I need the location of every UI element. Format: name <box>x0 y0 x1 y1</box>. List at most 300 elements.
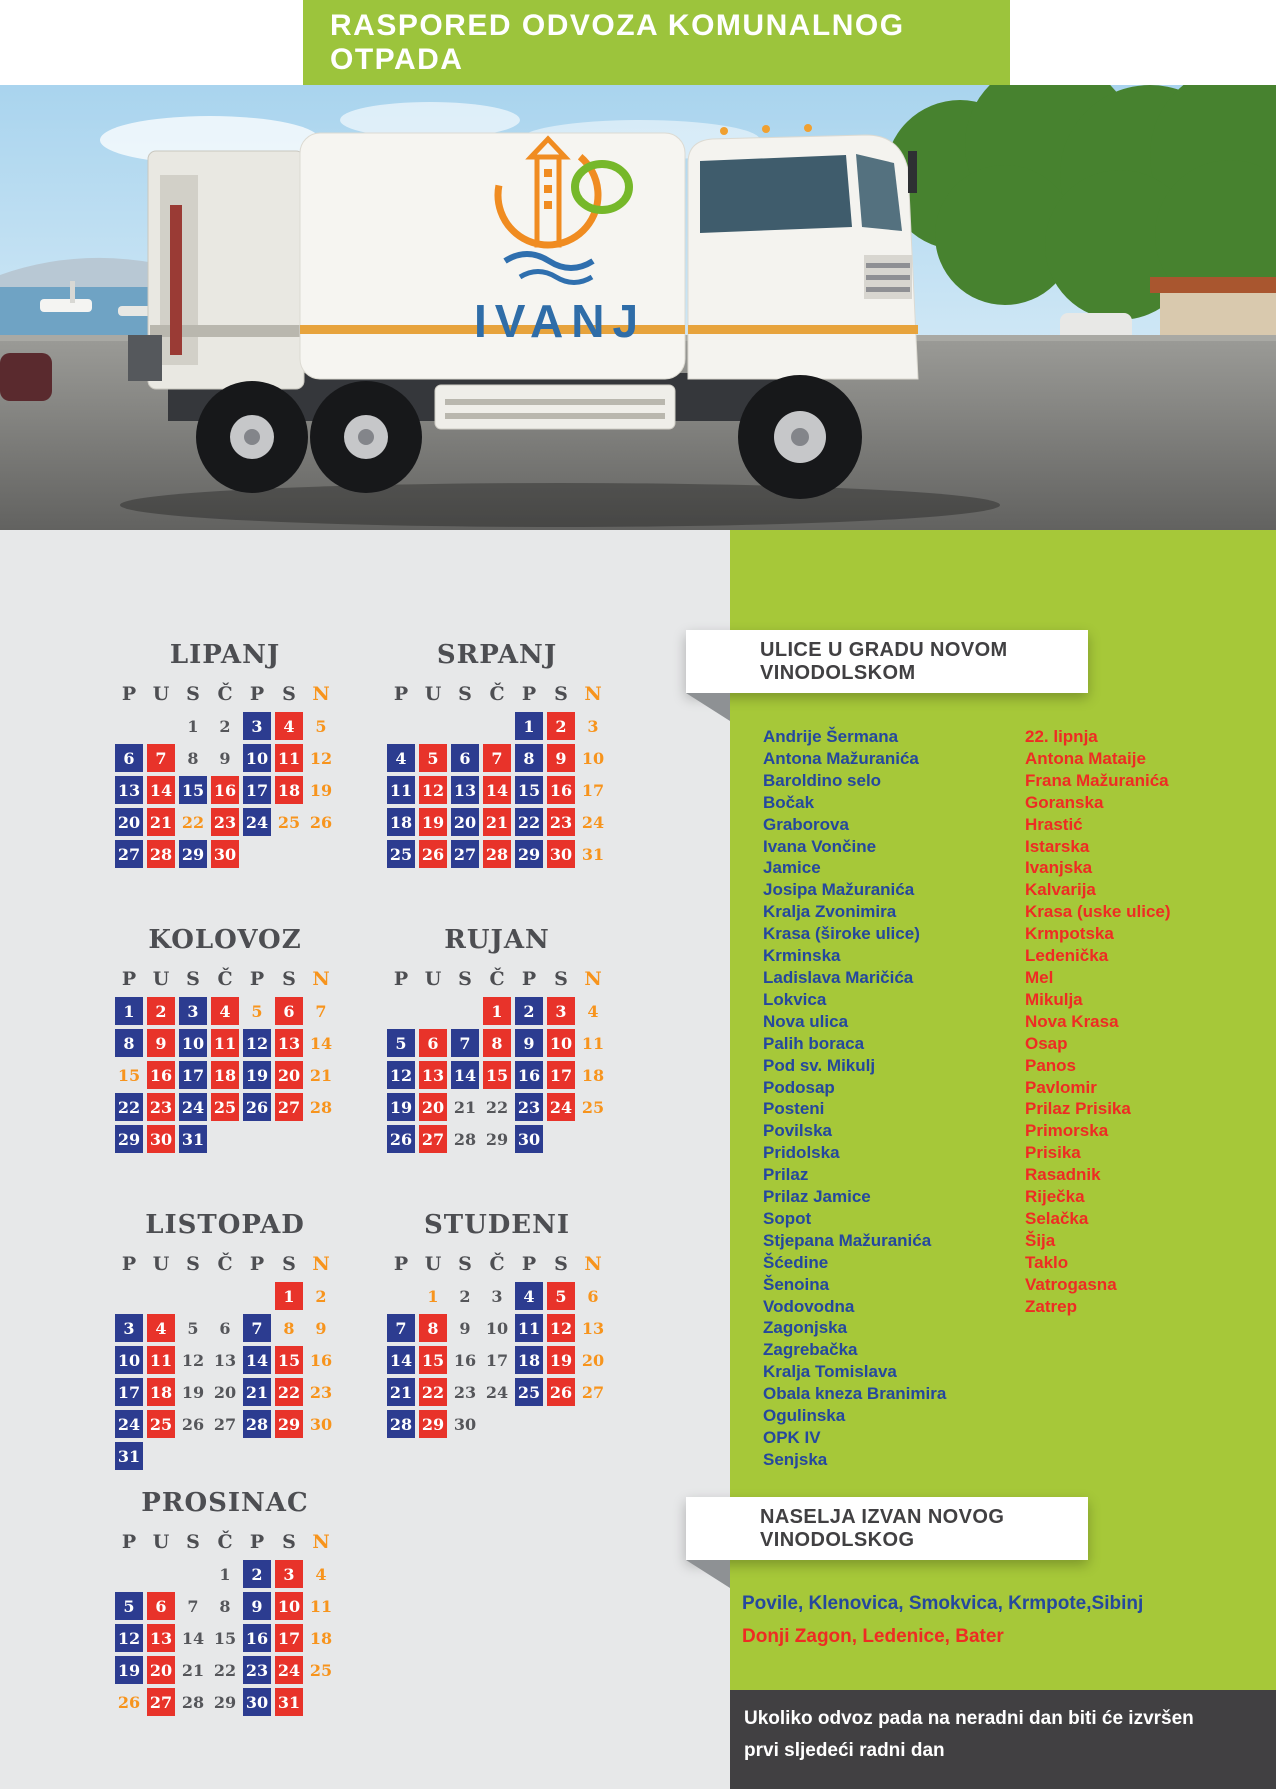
calendar-day: 15 <box>419 1346 447 1374</box>
month-prosinac <box>113 1488 337 1718</box>
calendar-day: 19 <box>387 1093 415 1121</box>
calendar-day: 19 <box>181 1383 205 1402</box>
street-item: Mel <box>1025 967 1054 987</box>
calendar-day: 28 <box>453 1130 477 1149</box>
calendar-day: 30 <box>211 840 239 868</box>
calendar-day: 14 <box>387 1346 415 1374</box>
weekday-header: U <box>152 1253 170 1275</box>
calendar-day: 21 <box>453 1098 477 1117</box>
weekday-header: P <box>393 683 409 705</box>
calendar-day: 14 <box>147 776 175 804</box>
calendar-day: 22 <box>515 808 543 836</box>
calendar-day: 4 <box>147 1314 175 1342</box>
calendar-day: 31 <box>275 1688 303 1716</box>
calendar-day: 25 <box>515 1378 543 1406</box>
calendar-day: 3 <box>547 997 575 1025</box>
street-item: Stjepana Mažuranića <box>763 1230 932 1250</box>
street-item: Krminska <box>763 946 841 966</box>
calendar-day: 31 <box>179 1125 207 1153</box>
calendar-day: 23 <box>515 1093 543 1121</box>
weekday-header: P <box>249 1253 265 1275</box>
calendar-day: 4 <box>275 712 303 740</box>
calendar-day: 30 <box>453 1415 477 1434</box>
calendar-day: 11 <box>309 1597 333 1616</box>
calendar-day: 1 <box>275 1282 303 1310</box>
calendar-day: 22 <box>485 1098 509 1117</box>
calendar-day: 16 <box>243 1624 271 1652</box>
month-title: SRPANJ <box>436 640 558 670</box>
calendar-day: 28 <box>147 840 175 868</box>
street-item: Prilaz <box>763 1165 809 1185</box>
calendar-day: 7 <box>451 1029 479 1057</box>
calendar-day: 14 <box>483 776 511 804</box>
weekday-header: N <box>312 1531 330 1553</box>
calendar-day: 2 <box>243 1560 271 1588</box>
footer-note <box>730 1690 1276 1789</box>
calendar-day: 3 <box>243 712 271 740</box>
weekday-header: S <box>186 1253 200 1275</box>
calendar-day: 18 <box>211 1061 239 1089</box>
calendar-day: 12 <box>547 1314 575 1342</box>
truck-cab <box>688 124 918 379</box>
calendar-day: 8 <box>419 1314 447 1342</box>
street-item: Vodovodna <box>763 1296 855 1316</box>
street-item: Vatrogasna <box>1025 1274 1117 1294</box>
weekday-header: Č <box>217 968 233 990</box>
calendar-day: 20 <box>213 1383 237 1402</box>
street-item: Kalvarija <box>1025 880 1096 900</box>
calendar-day: 12 <box>181 1351 205 1370</box>
street-item: Bočak <box>763 792 815 812</box>
calendar-day: 8 <box>515 744 543 772</box>
calendar-day: 17 <box>275 1624 303 1652</box>
calendar-day: 26 <box>181 1415 205 1434</box>
month-title: LIPANJ <box>169 640 281 670</box>
calendar-day: 19 <box>309 781 333 800</box>
calendar-day: 5 <box>315 717 327 736</box>
calendar-day: 11 <box>387 776 415 804</box>
calendar-day: 23 <box>211 808 239 836</box>
calendar-day: 16 <box>453 1351 477 1370</box>
weekday-header: P <box>121 1531 137 1553</box>
calendar-day: 24 <box>275 1656 303 1684</box>
weekday-header: U <box>152 968 170 990</box>
calendar-day: 9 <box>243 1592 271 1620</box>
calendar-day: 11 <box>147 1346 175 1374</box>
weekday-header: S <box>282 968 296 990</box>
calendar-day: 22 <box>181 813 205 832</box>
calendar-day: 26 <box>309 813 333 832</box>
calendar-day: 11 <box>581 1034 605 1053</box>
calendar-day: 13 <box>213 1351 237 1370</box>
calendar-day: 20 <box>451 808 479 836</box>
calendar-day: 16 <box>211 776 239 804</box>
calendar-day: 4 <box>515 1282 543 1310</box>
calendar-day: 1 <box>115 997 143 1025</box>
weekday-header: P <box>521 968 537 990</box>
street-item: Nova Krasa <box>1025 1011 1119 1031</box>
street-item: Ladislava Maričića <box>763 967 914 987</box>
weekday-header: Č <box>489 683 505 705</box>
calendar-day: 5 <box>115 1592 143 1620</box>
calendar-day: 30 <box>309 1415 333 1434</box>
calendar-day: 5 <box>419 744 447 772</box>
calendar-day: 27 <box>275 1093 303 1121</box>
calendar-day: 13 <box>147 1624 175 1652</box>
street-item: Prisika <box>1025 1143 1081 1163</box>
calendar-day: 4 <box>587 1002 599 1021</box>
calendar-day: 7 <box>187 1597 199 1616</box>
calendar-day: 26 <box>387 1125 415 1153</box>
calendar-day: 20 <box>275 1061 303 1089</box>
calendar-day: 18 <box>147 1378 175 1406</box>
street-item: Andrije Šermana <box>763 727 899 746</box>
weekday-header: P <box>121 1253 137 1275</box>
calendar-day: 19 <box>243 1061 271 1089</box>
weekday-header: P <box>393 1253 409 1275</box>
calendar-day: 28 <box>483 840 511 868</box>
calendar-day: 17 <box>179 1061 207 1089</box>
street-item: Taklo <box>1025 1252 1069 1272</box>
page-title: RASPORED ODVOZA KOMUNALNOG OTPADA <box>330 8 905 76</box>
street-item: Mikulja <box>1025 989 1083 1009</box>
calendar-day: 23 <box>453 1383 477 1402</box>
calendar-day: 12 <box>115 1624 143 1652</box>
calendar-day: 26 <box>117 1693 141 1712</box>
calendar-day: 10 <box>581 749 605 768</box>
weekday-header: Č <box>217 1253 233 1275</box>
street-item: Ogulinska <box>763 1406 846 1426</box>
calendar-day: 18 <box>581 1066 605 1085</box>
calendar-day: 29 <box>213 1693 237 1712</box>
month-rujan <box>385 925 609 1155</box>
calendar-day: 22 <box>115 1093 143 1121</box>
street-item: 22. lipnja <box>1025 727 1098 746</box>
calendar-day: 21 <box>181 1661 205 1680</box>
street-item: Šenoina <box>763 1274 830 1294</box>
weekday-header: N <box>584 1253 602 1275</box>
weekday-header: U <box>424 683 442 705</box>
calendar-day: 25 <box>277 813 301 832</box>
calendar-day: 3 <box>491 1287 503 1306</box>
calendar-day: 29 <box>419 1410 447 1438</box>
truck-rear-loader <box>128 151 304 389</box>
street-item: Prilaz Jamice <box>763 1187 871 1207</box>
month-kolovoz <box>113 925 337 1155</box>
month-title: LISTOPAD <box>145 1210 305 1240</box>
calendar-day: 17 <box>485 1351 509 1370</box>
street-item: Krmpotska <box>1025 924 1114 944</box>
calendar-day: 1 <box>515 712 543 740</box>
weekday-header: S <box>186 1531 200 1553</box>
street-item: Pavlomir <box>1025 1077 1097 1097</box>
streets-header-box <box>686 630 1088 693</box>
calendar-day: 25 <box>147 1410 175 1438</box>
month-listopad <box>113 1210 337 1472</box>
street-item: Antona Mataije <box>1025 748 1146 768</box>
calendar-day: 6 <box>419 1029 447 1057</box>
calendar-day: 27 <box>147 1688 175 1716</box>
weekday-header: N <box>584 968 602 990</box>
calendar-day: 28 <box>387 1410 415 1438</box>
street-item: Posteni <box>763 1099 825 1119</box>
calendar-day: 9 <box>147 1029 175 1057</box>
month-title: RUJAN <box>444 925 550 955</box>
street-item: Baroldino selo <box>763 770 882 790</box>
calendar-day: 25 <box>309 1661 333 1680</box>
footer-note-line1: Ukoliko odvoz pada na neradni dan biti će izvršen <box>744 1708 1194 1729</box>
calendar-day: 22 <box>419 1378 447 1406</box>
calendar-day: 13 <box>581 1319 605 1338</box>
street-item: Ledenička <box>1025 946 1109 966</box>
weekday-header: S <box>186 968 200 990</box>
calendar-day: 26 <box>419 840 447 868</box>
calendar-day: 7 <box>483 744 511 772</box>
calendar-day: 11 <box>515 1314 543 1342</box>
calendar-day: 4 <box>315 1565 327 1584</box>
calendar-day: 24 <box>581 813 605 832</box>
weekday-header: Č <box>217 1531 233 1553</box>
month-lipanj <box>113 640 337 870</box>
calendar-day: 2 <box>147 997 175 1025</box>
calendar-day: 9 <box>547 744 575 772</box>
calendar-day: 18 <box>275 776 303 804</box>
calendar-day: 5 <box>547 1282 575 1310</box>
weekday-header: S <box>282 1253 296 1275</box>
weekday-header: S <box>458 968 472 990</box>
weekday-header: P <box>249 1531 265 1553</box>
calendar-day: 2 <box>459 1287 471 1306</box>
calendar-day: 8 <box>115 1029 143 1057</box>
street-item: Zagrebačka <box>763 1340 858 1360</box>
street-item: Istarska <box>1025 836 1090 856</box>
weekday-header: S <box>554 1253 568 1275</box>
calendar-day: 16 <box>547 776 575 804</box>
calendar-day: 27 <box>581 1383 605 1402</box>
street-item: Pridolska <box>763 1143 840 1163</box>
street-item: Obala kneza Branimira <box>763 1384 947 1404</box>
street-item: Podosap <box>763 1077 835 1097</box>
calendar-day: 5 <box>251 1002 263 1021</box>
streets-list-blue <box>763 726 946 1471</box>
street-item: Goranska <box>1025 792 1104 812</box>
street-item: Lokvica <box>763 989 827 1009</box>
truck-logo-text: IVANJ <box>473 295 647 347</box>
street-item: Ivana Vončine <box>763 836 877 856</box>
street-item: Šćedine <box>763 1252 829 1272</box>
weekday-header: S <box>554 968 568 990</box>
street-item: Kralja Zvonimira <box>763 902 897 922</box>
street-item: Panos <box>1025 1055 1077 1075</box>
calendar-day: 11 <box>275 744 303 772</box>
street-item: Graborova <box>763 814 849 834</box>
weekday-header: N <box>584 683 602 705</box>
calendar-day: 18 <box>515 1346 543 1374</box>
calendar-day: 2 <box>515 997 543 1025</box>
calendar-day: 14 <box>451 1061 479 1089</box>
street-item: Riječka <box>1025 1187 1085 1207</box>
calendar-day: 9 <box>219 749 231 768</box>
calendar-day: 29 <box>115 1125 143 1153</box>
weekday-header: S <box>282 683 296 705</box>
calendar-day: 27 <box>419 1125 447 1153</box>
calendar-day: 25 <box>387 840 415 868</box>
truck-photo <box>0 85 1276 530</box>
weekday-header: P <box>121 968 137 990</box>
calendar-day: 28 <box>309 1098 333 1117</box>
calendar-day: 23 <box>309 1383 333 1402</box>
calendar-day: 15 <box>515 776 543 804</box>
calendar-day: 10 <box>179 1029 207 1057</box>
weekday-header: U <box>152 683 170 705</box>
calendar-day: 16 <box>309 1351 333 1370</box>
weekday-header: P <box>521 683 537 705</box>
calendar-day: 28 <box>181 1693 205 1712</box>
weekday-header: U <box>152 1531 170 1553</box>
streets-list-red <box>1025 726 1171 1317</box>
street-item: Jamice <box>763 858 821 878</box>
calendar-day: 2 <box>547 712 575 740</box>
calendar-day: 14 <box>309 1034 333 1053</box>
calendar-day: 24 <box>547 1093 575 1121</box>
month-title: PROSINAC <box>141 1488 309 1518</box>
street-item: Osap <box>1025 1033 1068 1053</box>
weekday-header: N <box>312 1253 330 1275</box>
weekday-header: Č <box>489 1253 505 1275</box>
calendar-day: 5 <box>387 1029 415 1057</box>
calendar-day: 30 <box>243 1688 271 1716</box>
calendar-day: 21 <box>387 1378 415 1406</box>
calendar-day: 6 <box>115 744 143 772</box>
calendar-day: 28 <box>243 1410 271 1438</box>
calendar-day: 7 <box>147 744 175 772</box>
calendar-day: 6 <box>275 997 303 1025</box>
calendar-section <box>0 530 730 1789</box>
street-item: Kralja Tomislava <box>763 1362 897 1382</box>
weekday-header: S <box>458 683 472 705</box>
calendar-day: 29 <box>485 1130 509 1149</box>
month-title: KOLOVOZ <box>148 925 302 955</box>
calendar-day: 23 <box>243 1656 271 1684</box>
calendar-day: 17 <box>547 1061 575 1089</box>
weekday-header: S <box>282 1531 296 1553</box>
calendar-day: 6 <box>219 1319 231 1338</box>
calendar-day: 14 <box>181 1629 205 1648</box>
streets-header: ULICE U GRADU NOVOM VINODOLSKOM <box>760 638 1008 684</box>
truck-side-guard <box>435 385 675 429</box>
calendar-day: 6 <box>451 744 479 772</box>
calendar-day: 3 <box>115 1314 143 1342</box>
street-item: Povilska <box>763 1121 832 1141</box>
street-item: Primorska <box>1025 1121 1109 1141</box>
calendar-day: 3 <box>275 1560 303 1588</box>
street-item: Senjska <box>763 1449 828 1469</box>
calendar-day: 6 <box>587 1287 599 1306</box>
street-item: Rasadnik <box>1025 1165 1101 1185</box>
weekday-header: U <box>424 1253 442 1275</box>
calendar-day: 7 <box>243 1314 271 1342</box>
calendar-day: 14 <box>243 1346 271 1374</box>
calendar-day: 18 <box>387 808 415 836</box>
street-item: Frana Mažuranića <box>1025 770 1169 790</box>
calendar-day: 17 <box>581 781 605 800</box>
calendar-day: 31 <box>581 845 605 864</box>
weekday-header: U <box>424 968 442 990</box>
calendar-day: 2 <box>315 1287 327 1306</box>
calendar-day: 30 <box>547 840 575 868</box>
calendar-day: 10 <box>243 744 271 772</box>
calendar-day: 1 <box>483 997 511 1025</box>
street-item: Josipa Mažuranića <box>763 880 915 900</box>
weekday-header: S <box>186 683 200 705</box>
calendar-day: 9 <box>515 1029 543 1057</box>
calendar-day: 26 <box>547 1378 575 1406</box>
weekday-header: P <box>393 968 409 990</box>
calendar-day: 15 <box>179 776 207 804</box>
calendar-day: 1 <box>187 717 199 736</box>
calendar-day: 5 <box>187 1319 199 1338</box>
month-srpanj <box>385 640 609 870</box>
calendar-day: 6 <box>147 1592 175 1620</box>
calendar-day: 15 <box>275 1346 303 1374</box>
calendar-day: 21 <box>243 1378 271 1406</box>
month-title: STUDENI <box>423 1210 571 1240</box>
calendar-day: 13 <box>419 1061 447 1089</box>
street-item: Prilaz Prisika <box>1025 1099 1131 1119</box>
calendar-day: 23 <box>147 1093 175 1121</box>
calendar-day: 22 <box>213 1661 237 1680</box>
street-item: Antona Mažuranića <box>763 748 919 768</box>
calendar-day: 27 <box>213 1415 237 1434</box>
calendar-day: 27 <box>115 840 143 868</box>
calendar-day: 13 <box>275 1029 303 1057</box>
calendar-day: 29 <box>179 840 207 868</box>
calendar-day: 21 <box>309 1066 333 1085</box>
settlements-header-box <box>686 1497 1088 1560</box>
street-item: Zagonjska <box>763 1318 848 1338</box>
settlements-red: Donji Zagon, Ledenice, Bater <box>742 1626 1004 1647</box>
footer-note-line2: prvi sljedeći radni dan <box>744 1740 945 1761</box>
calendar-day: 7 <box>315 1002 327 1021</box>
calendar-day: 8 <box>283 1319 295 1338</box>
weekday-header: Č <box>217 683 233 705</box>
calendar-day: 18 <box>309 1629 333 1648</box>
calendar-day: 1 <box>219 1565 231 1584</box>
calendar-day: 9 <box>459 1319 471 1338</box>
calendar-day: 3 <box>179 997 207 1025</box>
calendar-day: 10 <box>547 1029 575 1057</box>
weekday-header: P <box>249 683 265 705</box>
calendar-day: 24 <box>115 1410 143 1438</box>
street-item: Krasa (uske ulice) <box>1025 902 1171 922</box>
calendar-day: 11 <box>211 1029 239 1057</box>
calendar-day: 8 <box>187 749 199 768</box>
street-item: Ivanjska <box>1025 858 1093 878</box>
calendar-day: 19 <box>547 1346 575 1374</box>
calendar-day: 4 <box>387 744 415 772</box>
street-item: Palih boraca <box>763 1033 865 1053</box>
calendar-day: 13 <box>115 776 143 804</box>
calendar-day: 8 <box>219 1597 231 1616</box>
calendar-day: 24 <box>179 1093 207 1121</box>
calendar-day: 1 <box>427 1287 439 1306</box>
calendar-day: 10 <box>115 1346 143 1374</box>
street-item: OPK IV <box>763 1428 821 1447</box>
calendar-day: 10 <box>275 1592 303 1620</box>
calendar-day: 30 <box>515 1125 543 1153</box>
weekday-header: N <box>312 968 330 990</box>
calendar-day: 29 <box>515 840 543 868</box>
